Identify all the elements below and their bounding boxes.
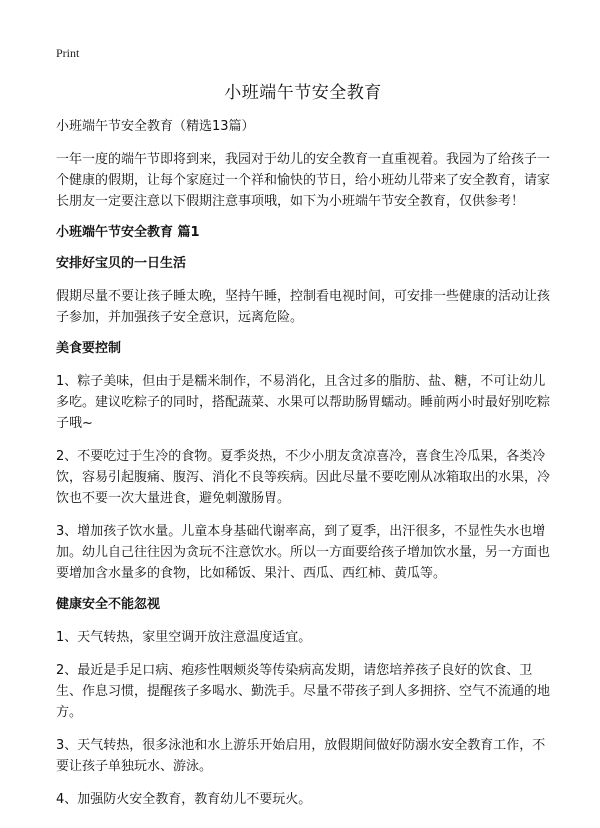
section-heading-food: 美食要控制: [56, 341, 122, 356]
paragraph: 3、天气转热，很多泳池和水上游乐开始启用，放假期间做好防溺水安全教育工作，不要让孩子单独玩水、游泳。: [56, 738, 546, 774]
document-body: [56, 78, 550, 822]
paragraph: 4、加强防火安全教育，教育幼儿不要玩火。: [56, 792, 312, 807]
article-heading: 小班端午节安全教育 篇1: [56, 225, 200, 240]
page-subtitle: 小班端午节安全教育（精选13篇）: [56, 119, 255, 134]
paragraph: 2、不要吃过于生冷的食物。夏季炎热，不少小朋友贪凉喜冷，喜食生冷瓜果，各类冷饮，容易引起腹痛、腹泻、消化不良等疾病。因此尽量不要吃刚从冰箱取出的水果，冷饮也不要一次大量进食，避免刺激肠胃。: [56, 449, 551, 506]
paragraph: 2、最近是手足口病、疱疹性咽颊炎等传染病高发期，请您培养孩子良好的饮食、卫生、作息习惯，提醒孩子多喝水、勤洗手。尽量不带孩子到人多拥挤、空气不流通的地方。: [56, 663, 551, 720]
section-heading-daily-life: 安排好宝贝的一日生活: [56, 256, 187, 271]
intro-paragraph: 一年一度的端午节即将到来，我园对于幼儿的安全教育一直重视着。我园为了给孩子一个健康的假期，让每个家庭过一个祥和愉快的节日，给小班幼儿带来了安全教育，请家长朋友一定要注意以下假期注意事项哦，如下为小班端午节安全教育，仅供参考！: [56, 152, 551, 209]
paragraph: 假期尽量不要让孩子睡太晚，坚持午睡，控制看电视时间，可安排一些健康的活动让孩子参加，并加强孩子安全意识，远离危险。: [56, 289, 551, 325]
paragraph: 1、天气转热，家里空调开放注意温度适宜。: [56, 630, 312, 645]
print-link[interactable]: Print: [56, 46, 80, 60]
paragraph: 3、增加孩子饮水量。儿童本身基础代谢率高，到了夏季，出汗很多，不显性失水也增加。幼儿自己往往因为贪玩不注意饮水。所以一方面要给孩子增加饮水量，另一方面也要增加含水量多的食物，比如稀饭、果汁、西瓜、西红柿、黄瓜等。: [56, 524, 551, 581]
section-heading-health: 健康安全不能忽视: [56, 597, 161, 612]
paragraph: 1、粽子美味，但由于是糯米制作，不易消化，且含过多的脂肪、盐、糖，不可让幼儿多吃。建议吃粽子的同时，搭配蔬菜、水果可以帮助肠胃蠕动。睡前两小时最好别吃粽子哦~: [56, 374, 551, 431]
page-title: 小班端午节安全教育: [224, 83, 382, 103]
